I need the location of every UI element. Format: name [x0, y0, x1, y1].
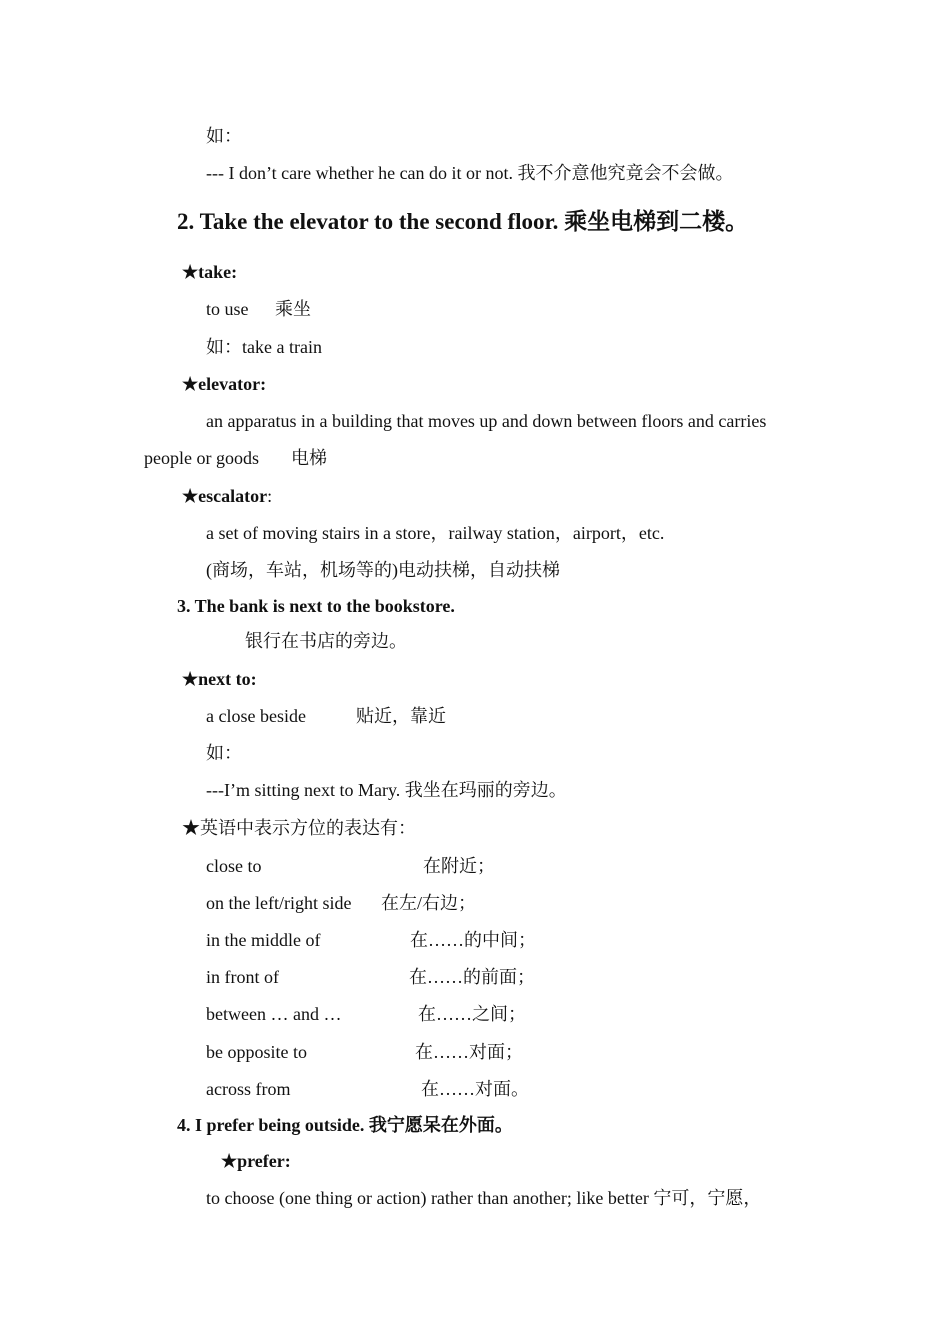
example-sentence: --- I don’t care whether he can do it or not. 我不介意他究竟会不会做。: [206, 163, 734, 183]
definition-zh: 电梯: [291, 448, 327, 468]
term-heading-next-to: ★next to:: [182, 669, 257, 689]
definition-en: to use: [206, 299, 249, 319]
direction-en: in front of: [206, 967, 279, 987]
direction-item: [206, 1078, 529, 1100]
definition-elevator-line2: [144, 447, 327, 469]
term-heading-prefer: ★prefer:: [221, 1151, 291, 1171]
definition-next-to: [206, 705, 446, 727]
example-label: 如：: [206, 126, 242, 146]
definition-zh: 乘坐: [275, 299, 311, 319]
direction-zh: 在……对面；: [415, 1042, 523, 1062]
direction-item: [206, 1003, 526, 1025]
definition-en: a close beside: [206, 706, 306, 726]
definition-escalator-en: a set of moving stairs in a store，railway station，airport，etc.: [206, 523, 665, 543]
direction-en: be opposite to: [206, 1042, 307, 1062]
direction-item: [206, 929, 536, 951]
term-heading-escalator: [182, 485, 272, 507]
direction-en: between … and …: [206, 1004, 342, 1024]
direction-zh: 在……之间；: [418, 1004, 526, 1024]
direction-zh: 在左/右边；: [381, 893, 477, 913]
section-heading-4: 4. I prefer being outside. 我宁愿呆在外面。: [177, 1115, 513, 1135]
direction-zh: 在附近；: [423, 856, 495, 876]
direction-en: across from: [206, 1079, 291, 1099]
definition-elevator-line1: an apparatus in a building that moves up and down between floors and carries: [206, 411, 767, 431]
direction-zh: 在……对面。: [421, 1079, 529, 1099]
direction-en: close to: [206, 856, 262, 876]
term-heading-elevator: ★elevator:: [182, 374, 267, 394]
definition-escalator-zh: (商场，车站，机场等的)电动扶梯，自动扶梯: [206, 560, 560, 580]
definition-prefer: to choose (one thing or action) rather than another; like better 宁可，宁愿，: [206, 1188, 762, 1208]
term-heading-take: ★take:: [182, 262, 238, 282]
direction-en: on the left/right side: [206, 893, 352, 913]
definition-zh: 贴近，靠近: [356, 706, 446, 726]
term-text: ★escalator: [182, 486, 268, 506]
section-heading-3-translation: 银行在书店的旁边。: [245, 631, 407, 651]
direction-en: in the middle of: [206, 930, 321, 950]
example-take: 如：take a train: [206, 337, 322, 357]
definition-take: [206, 298, 311, 320]
example-next-to: ---I’m sitting next to Mary. 我坐在玛丽的旁边。: [206, 780, 567, 800]
direction-item: [206, 1041, 523, 1063]
direction-list-heading: ★英语中表示方位的表达有：: [182, 818, 416, 838]
example-label: 如：: [206, 743, 242, 763]
section-heading-2: 2. Take the elevator to the second floor. 乘坐电梯到二楼。: [177, 209, 749, 234]
direction-item: [206, 855, 495, 877]
term-colon: :: [267, 486, 273, 506]
direction-item: [206, 892, 477, 914]
section-heading-3: 3. The bank is next to the bookstore.: [177, 596, 455, 616]
definition-en: people or goods: [144, 448, 259, 468]
direction-item: [206, 966, 535, 988]
direction-zh: 在……的中间；: [410, 930, 536, 950]
direction-zh: 在……的前面；: [409, 967, 535, 987]
